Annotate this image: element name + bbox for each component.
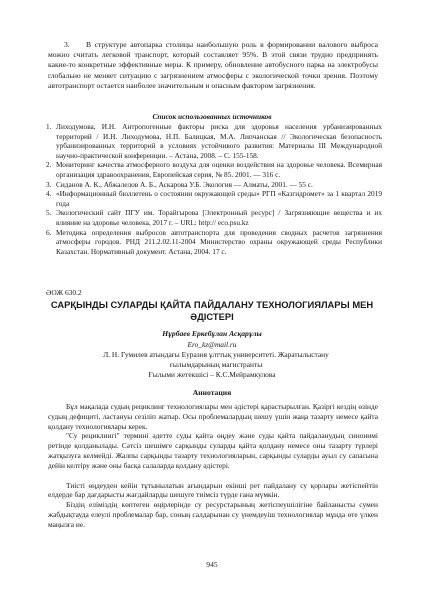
reference-text: Экологический сайт ПГУ им. Торайгырова [Электронный ресурс] / Загрязняющие вещества и их влияние на здоровье человека, 2017 г. – URL: http:// eco.psu.kz [56,208,382,227]
page-number: 945 [206,560,218,569]
references-heading: Список использованных источников [152,112,272,121]
conclusion-paragraph [48,40,378,91]
abstract-paragraph: Тиісті өңдеуден кейін тұтынылатын ағындарын екінші рет пайдалану су қорлары жетіспейтін елдерде бар дағдарысты жағдайларды шешуге тиімсіз түрде ғана мүмкін. [48,480,378,500]
abstract-heading: Аннотация [192,388,232,397]
abstract-paragraph: Бұл мақалада судың рециклинг технологиялары мен әдістері қарастырылған. Қазіргі кездің өзінде судың дефициті, ластануы сезіліп жатыр. Осы проблемалардың шешу үшін жаңа тазарту немесе қайта қолдану технологиялары керек. [48,402,378,431]
reference-number: 4. [46,189,52,199]
reference-item [46,208,382,227]
references-list [46,122,382,256]
reference-item [46,160,382,179]
reference-text: «Информационный бюллетень о состоянии окружающей среды» РГП «Казгидромет» за 1 квартал 2019 года [56,189,382,208]
conclusion-text: В структуре автопарка столицы наибольшую роль в формировании валового выброса можно считать легковой транспорт, который составляет 95%. В этой связи трудно предпринять какие-то конкретные эффективные меры. К примеру, обновление автобусного парка на электробусы глобально не меняет ситуацию с загрязнением атмосферы с экологической точки зрения. Поэтому автотранспорт остается наиболее значительным и опасным фактором загрязнения. [48,40,378,90]
author-affiliation: Л. Н. Гумилев атындағы Еуразия ұлттық университеті. Жаратылыстану ғылымдарының магистранты [103,350,329,369]
reference-item [46,122,382,160]
udc-code: ӘОЖ 630.2 [46,288,82,297]
reference-item [46,180,382,190]
author-email: Ero_kz@mail.ru [187,340,237,349]
reference-item [46,228,382,257]
reference-number: 3. [46,179,52,189]
abstract-paragraph: Біздің еліміздің көптеген өңірлерінде су ресурстарының жетіспеушілігіне байланысты сумен жабдықтауда елеулі проблемалар бар, соның салдарынан су үнемдеуіш технологиялар мұнда өте үлкен маңызға ие. [48,500,378,529]
abstract-paragraph: "Су рециклингі" термині әдетте суды қайта өңдеу және суды қайта пайдаланудың синонимі ретінде қолданылады. Сәтсіз шешімге сарқынды суларды қайта қолдану немесе оны тазарту түрлері жатқызуға келмейді. Жалпы сарқынды тазарту технологияларын, сарқынды суларды ауыл су сапасына дейін келтіру және оны басқа салаларда қолдану әдістері. [48,431,378,470]
reference-number: 1. [46,122,52,131]
reference-text: Сиданов А. К., Абжалелов А. Б., Аскарова У.Б. Экология — Алматы, 2001. — 55 с. [56,179,313,189]
reference-number: 5. [46,208,52,218]
article-title: САРҚЫНДЫ СУЛАРДЫ ҚАЙТА ПАЙДАЛАНУ ТЕХНОЛОГИЯЛАРЫ МЕН ӘДІСТЕРІ [50,299,374,323]
reference-text: Методика определения выбросов автотранспорта для проведения сводных расчетов загрязнения атмосферы городов. РНД 211.2.02.11-2004 Министерство охраны окружающей среды Республики Казахстан. Нормативный документ. Астана, 2004. 17 с. [56,227,382,256]
scientific-supervisor: Ғылыми жетекшісі – К.С.Мейрамкулова [148,370,276,379]
reference-number: 6. [46,227,52,237]
author-name: Нұрбаев Еркебұлан Асқарұлы [162,329,262,338]
abstract-body [48,402,378,530]
conclusion-number: 3. [64,40,70,49]
reference-text: Лиходумова, И.Н. Антропогенные факторы риска для здоровья населения урбанизированных территорий / И.Н. Лиходумова, Н.П. Балицкая, М.А. Липчанская // Экологическая безопасность урбанизированных территорий в условиях устойчивого развития: Материалы III Международной научно-практической конференции. – Астана, 2008. – С. 155-158. [56,122,382,160]
reference-text: Мониторинг качества атмосферного воздуха для оценки воздействия на здоровье человека. Всемирная организация здравоохранения, Европейская серия, № 85. 2001. — 316 с. [56,160,382,179]
reference-item [46,189,382,208]
reference-number: 2. [46,160,52,170]
